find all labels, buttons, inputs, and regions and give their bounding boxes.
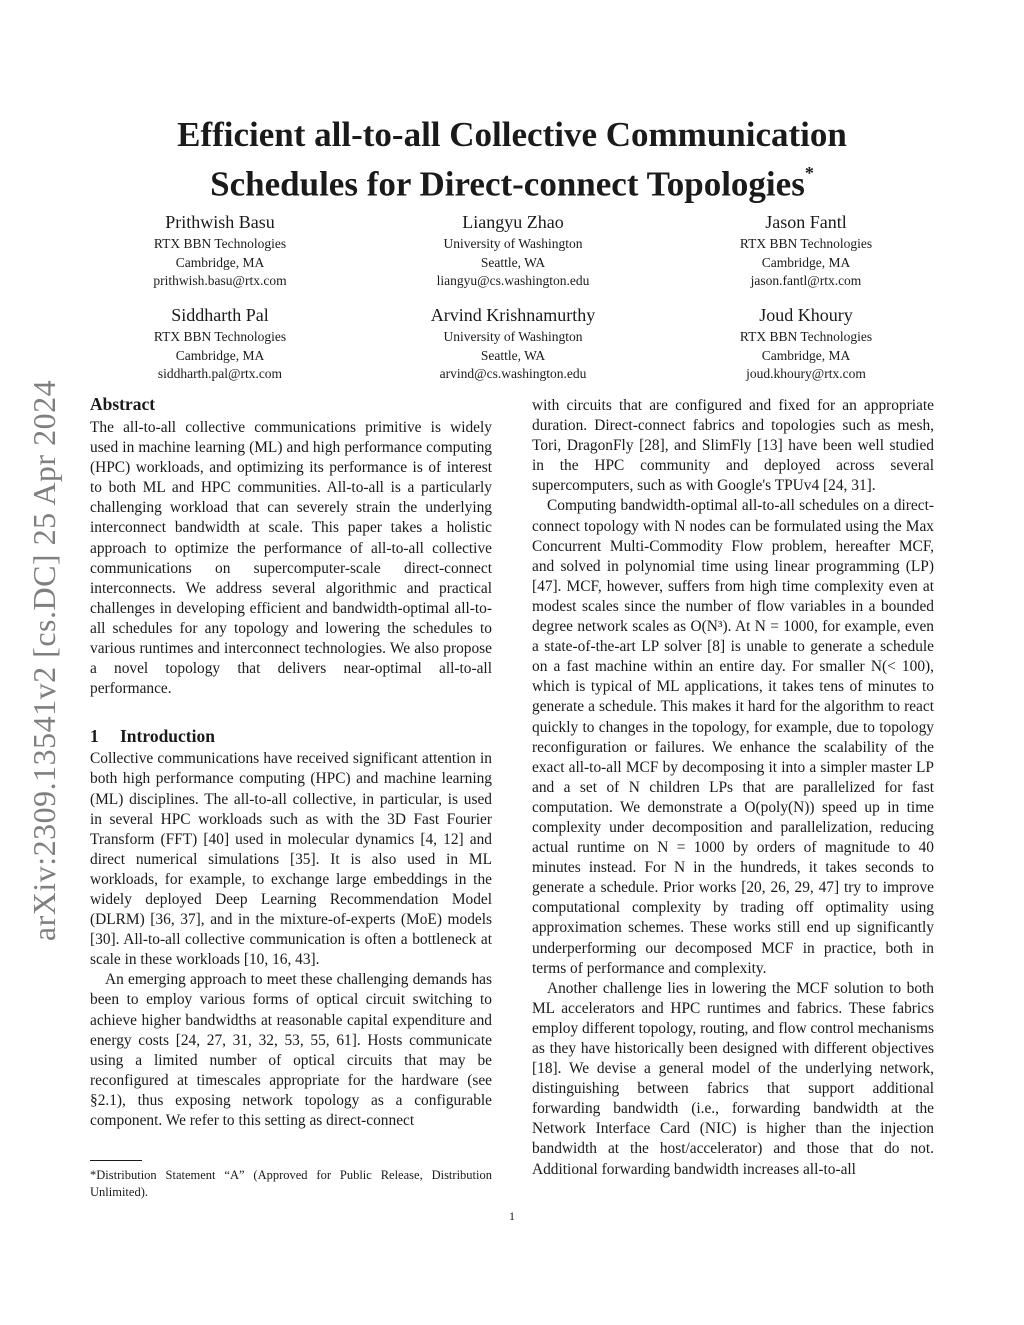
author-name: Siddharth Pal	[171, 305, 269, 325]
author-block-row-2	[90, 303, 936, 384]
author-email[interactable]: jason.fantl@rtx.com	[750, 273, 862, 288]
author-email[interactable]: liangyu@cs.washington.edu	[436, 273, 590, 288]
footnote-rule	[90, 1160, 142, 1161]
title-footnote-mark: *	[804, 163, 814, 183]
section-title: Introduction	[120, 726, 215, 747]
author-location: Cambridge, MA	[761, 254, 851, 270]
author-card	[383, 303, 643, 384]
body-paragraph-3: Another challenge lies in lowering the MCF solution to both ML accelerators and HPC runtimes and fabrics. These fabrics employ different topology, routing, and flow control mechanisms as they have historically been designed with different objectives [18]. We devise a general model of the underlying network, distinguishing between fabrics that support additional forwarding bandwidth (i.e., forwarding bandwidth at the Network Interface Card (NIC) is higher than the injection bandwidth at the host/accelerator) and those that do not. Additional forwarding bandwidth increases all-to-all	[532, 979, 934, 1178]
paper-title	[110, 114, 914, 206]
body-paragraph-1: with circuits that are configured and fixed for an appropriate duration. Direct-connect fabrics and topologies such as mesh, Tori, DragonFly [28], and SlimFly [13] have been well studied in the HPC community and deployed across several supercomputers, such as with Google's TPUv4 [24, 31].	[532, 397, 934, 495]
intro-paragraph-2: An emerging approach to meet these challenging demands has been to employ various forms of optical circuit switching to achieve higher bandwidths at reasonable capital expenditure and energy costs [24, 27, 31, 32, 53, 55, 61]. Hosts communicate using a limited number of optical circuits that may be reconfigured at timescales appropriate for the hardware (see §2.1), thus exposing network topology as a configurable component. We refer to this setting as direct-connect	[90, 971, 492, 1129]
intro-paragraph-1: Collective communications have received significant attention in both high performance computing (HPC) and machine learning (ML) disciplines. The all-to-all collective, in particular, is used in several HPC workloads such as with the 3D Fast Fourier Transform (FFT) [40] used in molecular dynamics [4, 12] and direct numerical simulations [35]. It is also used in ML workloads, for example, to exchange large embeddings in the widely deployed Deep Learning Recommendation Model (DLRM) [36, 37], and in the mixture-of-experts (MoE) models [30]. All-to-all collective communication is often a bottleneck at scale in these workloads [10, 16, 43].	[90, 750, 492, 969]
author-location: Seattle, WA	[480, 347, 546, 363]
author-email[interactable]: siddharth.pal@rtx.com	[157, 366, 283, 381]
section-number: 1	[90, 726, 99, 747]
author-affiliation: University of Washington	[443, 329, 583, 344]
author-affiliation: RTX BBN Technologies	[153, 236, 287, 251]
author-name: Arvind Krishnamurthy	[430, 305, 596, 325]
arxiv-id-text: arXiv:2309.13541v2 [cs.DC] 25 Apr 2024	[26, 379, 63, 941]
author-name: Prithwish Basu	[165, 212, 275, 232]
author-location: Cambridge, MA	[761, 347, 851, 363]
page-number: 1	[509, 1209, 515, 1223]
author-name: Jason Fantl	[765, 212, 847, 232]
author-affiliation: RTX BBN Technologies	[153, 329, 287, 344]
author-card	[383, 210, 643, 291]
footnote	[90, 1160, 492, 1201]
author-card	[676, 303, 936, 384]
author-affiliation: RTX BBN Technologies	[739, 236, 873, 251]
footnote-text: *Distribution Statement “A” (Approved for Public Release, Distribution Unlimited).	[90, 1168, 492, 1199]
author-email[interactable]: joud.khoury@rtx.com	[746, 366, 866, 381]
author-card	[90, 210, 350, 291]
left-column	[90, 393, 492, 1131]
section-heading-introduction	[90, 725, 492, 747]
author-location: Cambridge, MA	[175, 254, 265, 270]
body-paragraph-2: Computing bandwidth-optimal all-to-all schedules on a direct-connect topology with N nodes can be formulated using the Max Concurrent Multi-Commodity Flow problem, hereafter MCF, and solved in polynomial time using linear programming (LP) [47]. MCF, however, suffers from high time complexity even at modest scales since the number of flow variables in a bounded degree network scales as O(N³). At N = 1000, for example, even a state-of-the-art LP solver [8] is unable to generate a schedule on a fast machine within an entire day. For smaller N(< 100), which is typical of ML applications, it takes tens of minutes to generate a schedule. This makes it hard for the algorithm to react quickly to changes in the topology, for example, due to topology reconfiguration or failures. We enhance the scalability of the exact all-to-all MCF by decomposing it into a simpler master LP and a set of N children LPs that are parallelized for fast computation. We demonstrate a O(poly(N)) speed up in time complexity under decomposition and parallelization, reducing actual runtime on N = 1000 by orders of magnitude to 40 minutes instead. For N in the hundreds, it takes seconds to generate a schedule. Prior works [20, 26, 29, 47] try to improve computational complexity by trading off optimality using approximation schemes. These works still end up significantly underperforming our decomposed MCF in practice, both in terms of performance and complexity.	[532, 497, 934, 977]
author-affiliation: University of Washington	[443, 236, 583, 251]
author-email[interactable]: prithwish.basu@rtx.com	[153, 273, 287, 288]
author-block-row-1	[90, 210, 936, 291]
author-affiliation: RTX BBN Technologies	[739, 329, 873, 344]
author-name: Joud Khoury	[759, 305, 853, 325]
author-location: Seattle, WA	[480, 254, 546, 270]
abstract-text: The all-to-all collective communications primitive is widely used in machine learning (ML) and high performance computing (HPC) workloads, and optimizing its performance is of interest to both ML and HPC communities. All-to-all is a particularly challenging workload that can severely strain the underlying interconnect bandwidth at scale. This paper takes a holistic approach to optimize the performance of all-to-all collective communications on supercomputer-scale direct-connect interconnects. We address several algorithmic and practical challenges in developing efficient and bandwidth-optimal all-to-all schedules for any topology and lowering the schedules to various runtimes and interconnect technologies. We also propose a novel topology that delivers near-optimal all-to-all performance.	[90, 419, 492, 698]
arxiv-identifier-stamp	[12, 350, 78, 970]
paper-title-text: Efficient all-to-all Collective Communication Schedules for Direct-connect Topologies	[177, 115, 847, 204]
author-email[interactable]: arvind@cs.washington.edu	[439, 366, 587, 381]
right-column	[532, 396, 934, 1180]
abstract-heading: Abstract	[90, 394, 156, 414]
author-card	[676, 210, 936, 291]
author-name: Liangyu Zhao	[462, 212, 564, 232]
author-card	[90, 303, 350, 384]
author-location: Cambridge, MA	[175, 347, 265, 363]
